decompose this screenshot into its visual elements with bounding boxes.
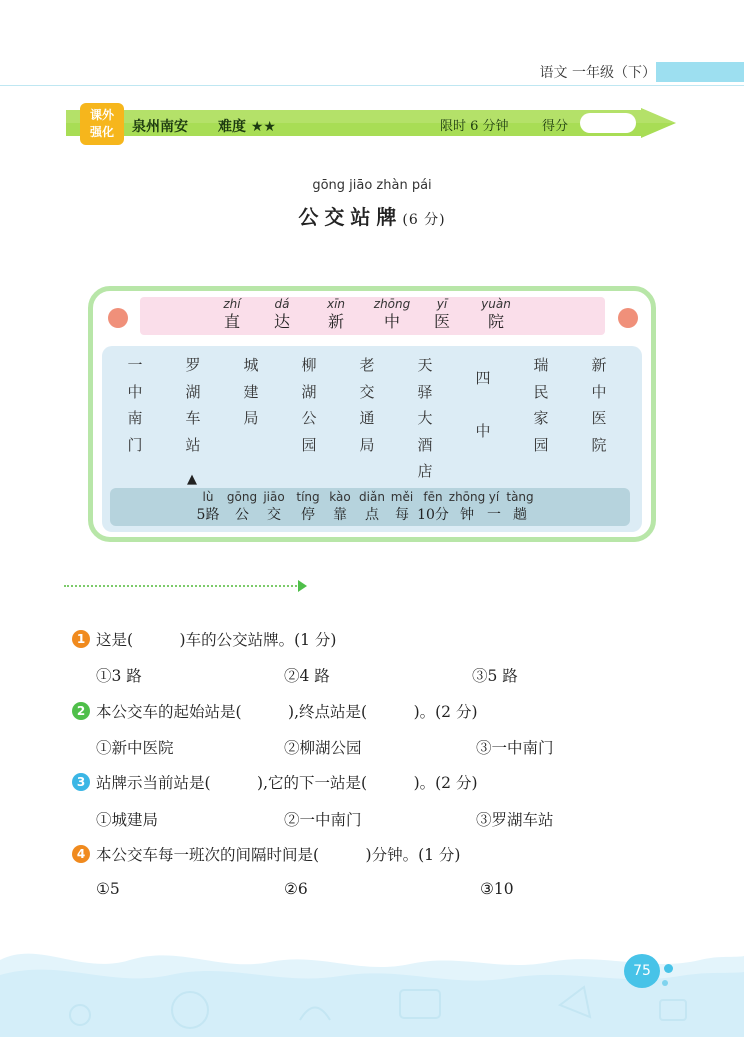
- q2-option-3[interactable]: ③一中南门: [476, 739, 554, 757]
- score-input-box[interactable]: [580, 113, 636, 133]
- stop-name: 新中医院: [591, 356, 607, 454]
- route-info-hanzi: 点: [365, 507, 379, 523]
- destination-pinyin: zhí: [223, 297, 241, 311]
- destination-pinyin: xīn: [326, 297, 346, 311]
- sign-screw-left: [108, 308, 128, 328]
- destination-hanzi: 达: [273, 312, 290, 331]
- title-points: (6 分): [402, 212, 446, 228]
- question-number-2: 2: [72, 702, 90, 720]
- destination-char: [422, 297, 462, 332]
- route-info-pinyin: lù: [202, 490, 214, 504]
- destination-pinyin: zhōng: [373, 297, 411, 311]
- q1-option-1[interactable]: ①3 路: [96, 667, 142, 685]
- badge-line-2: 强化: [89, 125, 114, 139]
- route-info-pinyin: jiāo: [263, 490, 285, 504]
- title-text: 公交站牌: [298, 205, 403, 229]
- q3-option-1[interactable]: ①城建局: [96, 811, 159, 829]
- title-pinyin: gōng jiāo zhàn pái: [312, 178, 432, 193]
- route-info-hanzi: 靠: [333, 507, 347, 523]
- destination-char: [476, 297, 516, 332]
- stop-name: 罗湖车站: [185, 356, 201, 454]
- route-info-hanzi: 5路: [196, 507, 220, 523]
- destination-char: [316, 297, 356, 332]
- stop-name: 一中南门: [127, 356, 143, 454]
- stop-name: 老交通局: [359, 356, 375, 454]
- route-info-hanzi: 每: [395, 507, 409, 523]
- route-info-pinyin: fēn: [423, 490, 443, 504]
- route-info-hanzi: 趟: [513, 507, 527, 523]
- extracurricular-badge: [80, 103, 124, 145]
- route-info-hanzi: 钟: [460, 507, 474, 523]
- current-stop-marker-icon: ▲: [187, 472, 197, 487]
- q1-option-3[interactable]: ③5 路: [472, 667, 518, 685]
- route-info-hanzi: 一: [487, 507, 501, 523]
- route-info-pinyin: tàng: [506, 490, 534, 504]
- page-bubble-decoration: [664, 964, 673, 973]
- stop-name: 柳湖公园: [301, 356, 317, 454]
- destination-pinyin: dá: [274, 297, 290, 311]
- question-number-3: 3: [72, 773, 90, 791]
- dotted-divider: [64, 585, 300, 587]
- score-label: 得分: [542, 119, 569, 134]
- q1-option-2[interactable]: ②4 路: [284, 667, 330, 685]
- badge-line-1: 课外: [89, 108, 114, 122]
- destination-pinyin: yuàn: [481, 297, 511, 311]
- question-2-text: 本公交车的起始站是( ),终点站是( )。(2 分): [96, 703, 478, 721]
- destination-char: [212, 297, 252, 332]
- destination-pinyin: yī: [436, 297, 448, 311]
- stop-name: 城建局: [243, 356, 259, 427]
- header-rule: [0, 85, 744, 86]
- route-info-pinyin: zhōng: [448, 490, 486, 504]
- question-4-text: 本公交车每一班次的间隔时间是( )分钟。(1 分): [96, 846, 461, 864]
- question-3-text: 站牌示当前站是( ),它的下一站是( )。(2 分): [96, 774, 478, 792]
- q2-option-2[interactable]: ②柳湖公园: [284, 739, 362, 757]
- route-info-pinyin: gōng: [226, 490, 258, 504]
- stop-name: 天驿大酒店: [417, 356, 433, 480]
- sign-screw-right: [618, 308, 638, 328]
- route-info-hanzi: 停: [301, 507, 315, 523]
- subject-tab-decoration: [656, 62, 744, 82]
- destination-hanzi: 新: [327, 312, 344, 331]
- route-info-pinyin: tíng: [296, 490, 320, 504]
- route-info-pinyin: diǎn: [359, 490, 385, 504]
- page-bubble-decoration: [662, 980, 668, 986]
- route-info-pinyin: kào: [329, 490, 351, 504]
- region-label: 泉州南安: [132, 119, 188, 135]
- destination-banner: [140, 297, 605, 335]
- route-info-hanzi: 交: [267, 507, 281, 523]
- route-info-pinyin: yí: [488, 490, 500, 504]
- route-info-char: [502, 489, 538, 525]
- stop-name: 四中: [475, 369, 491, 440]
- stop-name: 瑞民家园: [533, 356, 549, 454]
- destination-char: [372, 297, 412, 332]
- destination-hanzi: 中: [383, 312, 400, 331]
- divider-arrow-icon: [298, 580, 307, 592]
- destination-hanzi: 医: [433, 312, 450, 331]
- route-info-hanzi: 公: [235, 507, 249, 523]
- route-info-char: [322, 489, 358, 525]
- q4-option-1[interactable]: ①5: [96, 880, 120, 898]
- question-number-4: 4: [72, 845, 90, 863]
- difficulty-label: 难度 ★★: [218, 119, 276, 135]
- route-info-hanzi: 10分: [417, 507, 449, 523]
- q2-option-1[interactable]: ①新中医院: [96, 739, 174, 757]
- page-title: [0, 201, 744, 230]
- q4-option-3[interactable]: ③10: [480, 880, 514, 898]
- destination-char: [262, 297, 302, 332]
- route-info-char: [224, 489, 260, 525]
- route-info-pinyin: měi: [390, 490, 414, 504]
- time-limit-label: 限时 6 分钟: [440, 119, 509, 134]
- destination-hanzi: 直: [223, 312, 240, 331]
- q3-option-2[interactable]: ②一中南门: [284, 811, 362, 829]
- route-info-char: [290, 489, 326, 525]
- q3-option-3[interactable]: ③罗湖车站: [476, 811, 554, 829]
- page-number: 75: [624, 954, 660, 988]
- route-info-char: [188, 489, 228, 525]
- destination-hanzi: 院: [487, 312, 504, 331]
- question-1-text: 这是( )车的公交站牌。(1 分): [96, 631, 337, 649]
- route-info-char: [256, 489, 292, 525]
- q4-option-2[interactable]: ②6: [284, 880, 308, 898]
- question-number-1: 1: [72, 630, 90, 648]
- subject-grade-label: 语文 一年级（下）: [539, 65, 656, 81]
